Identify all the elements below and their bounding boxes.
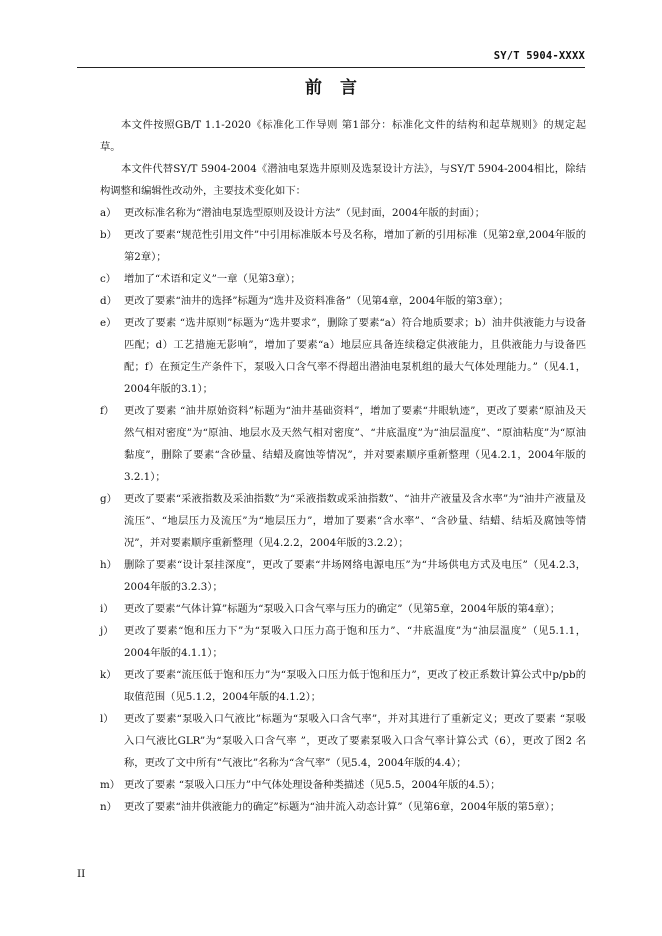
change-item	[100, 554, 586, 598]
change-item-text: 更改了要素 “油井原始资料”标题为“油井基础资料”，增加了要素“井眼轨迹”，更改了要素“原油及天然气相对密度”为“原油、地层水及天然气相对密度”、“井底温度”为“油层温度”、“原油粘度”为“原油黏度”，删除了要素“含砂量、结蜡及腐蚀等情况”，并对要素顺序重新整理（见4.2.1，2004年版的3.2.1）；	[124, 405, 586, 483]
change-item-text: 增加了“术语和定义”一章（见第3章）；	[124, 273, 301, 285]
change-item-label: h）	[100, 559, 117, 571]
change-item	[100, 664, 586, 708]
change-item-text: 更改了要素“饱和压力下”为“泵吸入口压力高于饱和压力”、“井底温度”为“油层温度”（见5.1.1，2004年版的4.1.1）；	[124, 625, 586, 659]
change-item-text: 更改了要素“油井的选择”标题为“选井及资料准备”（见第4章，2004年版的第3章）；	[124, 295, 509, 307]
change-item	[100, 202, 586, 224]
change-item-label: l）	[100, 713, 114, 725]
standard-code: SY/T 5904-XXXX	[493, 50, 585, 62]
page-title: 前言	[305, 78, 375, 98]
change-item-label: m）	[100, 779, 121, 791]
change-item	[100, 620, 586, 664]
change-item-label: a）	[100, 207, 117, 219]
change-item-text: 更改了要素“采液指数及采油指数”为“采液指数或采油指数”、“油井产液量及含水率”为“油井产液量及流压”、“地层压力及流压”为“地层压力”，增加了要素“含水率”、“含砂量、结蜡、结垢及腐蚀等情况”，并对要素顺序重新整理（见4.2.2，2004年版的3.2.2）；	[124, 493, 586, 549]
change-item	[100, 268, 586, 290]
change-item-text: 更改了要素“油井供液能力的确定”标题为“油井流入动态计算”（见第6章，2004年版的第5章）；	[124, 801, 561, 813]
change-item-label: c）	[100, 273, 117, 285]
change-item-text: 更改了要素“气体计算”标题为“泵吸入口含气率与压力的确定”（见第5章，2004年版的第4章）；	[124, 603, 561, 615]
change-item	[100, 312, 586, 400]
intro-paragraph-2: 本文件代替SY/T 5904-2004《潜油电泵选井原则及选泵设计方法》，与SY/T 5904-2004相比，除结构调整和编辑性改动外，主要技术变化如下：	[100, 163, 586, 197]
intro-paragraph-1: 本文件按照GB/T 1.1-2020《标准化工作导则 第1部分：标准化文件的结构和起草规则》的规定起草。	[100, 119, 586, 153]
change-item	[100, 224, 586, 268]
change-item-label: e）	[100, 317, 117, 329]
change-item-label: n）	[100, 801, 117, 813]
change-list	[100, 202, 586, 818]
change-item-label: i）	[100, 603, 114, 615]
change-item-label: j）	[100, 625, 114, 637]
change-item-label: d）	[100, 295, 117, 307]
change-item-label: f）	[100, 405, 115, 417]
change-item-label: b）	[100, 229, 117, 241]
change-item-label: g）	[100, 493, 117, 505]
change-item	[100, 290, 586, 312]
change-item-text: 更改了要素 “泵吸入口压力”中气体处理设备种类描述（见5.5，2004年版的4.5）；	[124, 779, 501, 791]
change-item	[100, 796, 586, 818]
change-item-label: k）	[100, 669, 117, 681]
change-item	[100, 488, 586, 554]
change-item	[100, 774, 586, 796]
change-item	[100, 598, 586, 620]
change-item-text: 更改了要素 “选井原则”标题为“选井要求”，删除了要素“a）符合地质要求；b）油井供液能力与设备匹配；d）工艺措施无影响”，增加了要素“a）地层应具备连续稳定供液能力，且供液能力与设备匹配；f）在预定生产条件下，泵吸入口含气率不得超出潜油电泵机组的最大气体处理能力。”（见4.1，2004年版的3.1）；	[124, 317, 586, 395]
change-item	[100, 400, 586, 488]
change-item-text: 更改标准名称为“潜油电泵选型原则及设计方法”（见封面，2004年版的封面）；	[124, 207, 486, 219]
change-item-text: 更改了要素“泵吸入口气液比”标题为“泵吸入口含气率”，并对其进行了重新定义；更改了要素 “泵吸入口气液比GLR”为“泵吸入口含气率 ”，更改了要素泵吸入口含气率计算公式（6），更改了图2 名称，更改了文中所有“气液比”名称为“含气率”（见5.4，2004年版的4.4）；	[124, 713, 586, 769]
change-item-text: 更改了要素“规范性引用文件”中引用标准版本号及名称，增加了新的引用标准（见第2章,2004年版的第2章）；	[124, 229, 586, 263]
document-body	[100, 114, 586, 818]
page-number: II	[77, 868, 86, 880]
change-item-text: 删除了要素“设计泵挂深度”，更改了要素“井场网络电源电压”为“井场供电方式及电压”（见4.2.3，2004年版的3.2.3）；	[124, 559, 586, 593]
change-item	[100, 708, 586, 774]
change-item-text: 更改了要素“流压低于饱和压力”为“泵吸入口压力低于饱和压力”，更改了校正系数计算公式中p/pb的取值范围（见5.1.2，2004年版的4.1.2）；	[124, 669, 586, 703]
header-divider	[77, 67, 585, 68]
